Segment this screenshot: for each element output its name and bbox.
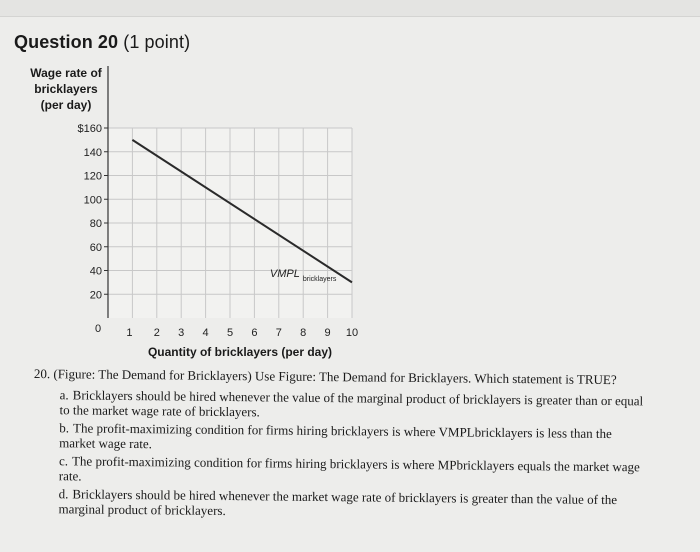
- x-tick-label: 6: [251, 327, 258, 339]
- x-tick-label: 4: [202, 327, 209, 339]
- y-tick-label: 60: [89, 241, 102, 254]
- y-tick-label: 140: [83, 146, 102, 159]
- y-tick-label: 40: [89, 265, 102, 278]
- option-text: The profit-maximizing condition for firms hiring bricklayers is where VMPLbricklayers is less than the market wage rate.: [59, 420, 612, 452]
- option-a[interactable]: [59, 387, 643, 423]
- x-tick-label: 9: [324, 327, 331, 339]
- vmpl-subscript: bricklayers: [302, 275, 337, 283]
- option-c[interactable]: [59, 453, 643, 489]
- option-text: The profit-maximizing condition for firms hiring bricklayers is where MPbricklayers equals the market wage rate.: [58, 453, 640, 484]
- question-prompt: 20. (Figure: The Demand for Bricklayers) Use Figure: The Demand for Bricklayers. Which statement is TRUE?: [33, 366, 617, 388]
- option-letter: a.: [59, 387, 69, 403]
- option-text: Bricklayers should be hired whenever the market wage rate of bricklayers is greater than the value of the marginal product of bricklayers.: [58, 486, 618, 519]
- option-letter: c.: [58, 453, 69, 469]
- x-tick-label: 3: [178, 327, 185, 339]
- y-tick-label: 120: [83, 170, 102, 183]
- x-tick-label: 10: [345, 327, 359, 339]
- option-d[interactable]: [58, 486, 642, 522]
- question-number: Question 20: [14, 32, 119, 52]
- option-letter: b.: [59, 420, 70, 436]
- option-letter: d.: [58, 486, 69, 502]
- vmpl-label: VMPL: [269, 267, 300, 280]
- answer-options: [32, 387, 643, 522]
- origin-label: 0: [94, 323, 102, 335]
- option-text: Bricklayers should be hired whenever the value of the marginal product of bricklayers is greater than or equal to the market wage rate of bricklayers.: [59, 387, 644, 420]
- question-points: (1 point): [123, 32, 191, 52]
- chart-y-axis-label: Wage rate of bricklayers (per day): [30, 66, 102, 112]
- x-tick-label: 8: [300, 327, 307, 339]
- x-tick-label: 2: [153, 327, 160, 339]
- x-tick-label: 5: [226, 327, 234, 339]
- x-tick-label: 7: [275, 327, 282, 339]
- y-tick-label: $160: [77, 123, 102, 135]
- question-body: [32, 366, 644, 525]
- x-tick-label: 1: [126, 327, 133, 339]
- y-tick-label: 100: [83, 194, 102, 207]
- chart-x-axis-label: Quantity of bricklayers (per day): [147, 345, 333, 359]
- y-tick-label: 80: [89, 218, 102, 230]
- option-b[interactable]: [59, 420, 643, 456]
- y-tick-label: 20: [89, 289, 102, 302]
